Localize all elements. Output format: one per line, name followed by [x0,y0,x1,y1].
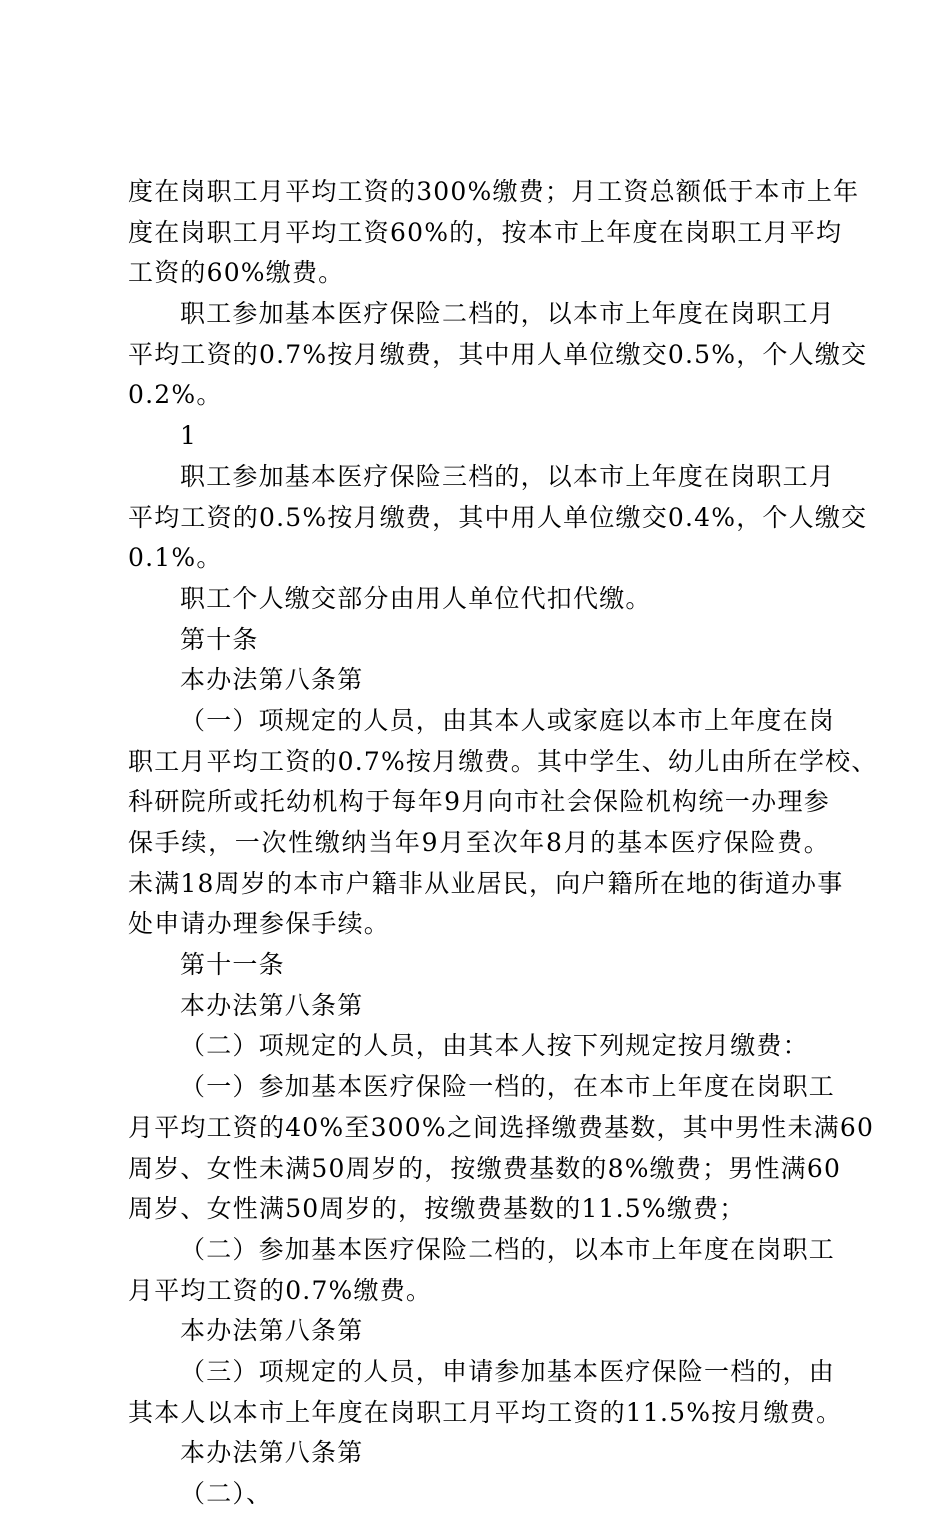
text-line: 工资的60%缴费。 [128,258,345,288]
text-line: 本办法第八条第 [180,665,364,695]
text-line: 科研院所或托幼机构于每年9月向市社会保险机构统一办理参 [128,787,830,817]
text-line: 职工个人缴交部分由用人单位代扣代缴。 [180,583,652,613]
text-line: 职工参加基本医疗保险三档的，以本市上年度在岗职工月 [180,461,836,491]
text-line: 0.2%。 [128,380,223,410]
text-line: 度在岗职工月平均工资60%的，按本市上年度在岗职工月平均 [128,217,843,247]
text-line: 周岁、女性满50周岁的，按缴费基数的11.5%缴费； [128,1194,746,1224]
text-line: （三）项规定的人员，申请参加基本医疗保险一档的，由 [180,1356,836,1386]
text-line: 保手续，一次性缴纳当年9月至次年8月的基本医疗保险费。 [128,828,830,857]
text-line: 处申请办理参保手续。 [128,909,391,939]
text-line: 本办法第八条第 [180,1316,364,1346]
text-line: （二）项规定的人员，由其本人按下列规定按月缴费： [180,1031,809,1061]
text-line: 职工月平均工资的0.7%按月缴费。其中学生、幼儿由所在学校、 [128,746,878,776]
text-line: 本办法第八条第 [180,1438,364,1468]
text-line: 度在岗职工月平均工资的300%缴费；月工资总额低于本市上年 [128,177,860,206]
text-line: 月平均工资的40%至300%之间选择缴费基数，其中男性未满60 [128,1112,875,1142]
document-body [128,172,878,1515]
text-line: （一）项规定的人员，由其本人或家庭以本市上年度在岗 [180,705,836,735]
text-line: （一）参加基本医疗保险一档的，在本市上年度在岗职工 [180,1072,836,1102]
text-line: 本办法第八条第 [180,990,364,1020]
text-line: 月平均工资的0.7%缴费。 [128,1275,433,1305]
text-line: （二）参加基本医疗保险二档的，以本市上年度在岗职工 [180,1234,836,1264]
page-number: 1 [180,421,198,451]
text-line: 未满18周岁的本市户籍非从业居民，向户籍所在地的街道办事 [128,868,844,898]
text-line: 周岁、女性未满50周岁的，按缴费基数的8%缴费；男性满60 [128,1153,842,1183]
text-line: 平均工资的0.7%按月缴费，其中用人单位缴交0.5%，个人缴交 [128,339,868,369]
text-line: 平均工资的0.5%按月缴费，其中用人单位缴交0.4%，个人缴交 [128,502,868,532]
article-heading: 第十条 [180,624,259,654]
text-line: 0.1%。 [128,543,223,573]
text-line: 其本人以本市上年度在岗职工月平均工资的11.5%按月缴费。 [128,1397,843,1427]
text-line: （二）、 [180,1479,273,1508]
text-line: 职工参加基本医疗保险二档的，以本市上年度在岗职工月 [180,299,836,329]
article-heading: 第十一条 [180,950,285,980]
